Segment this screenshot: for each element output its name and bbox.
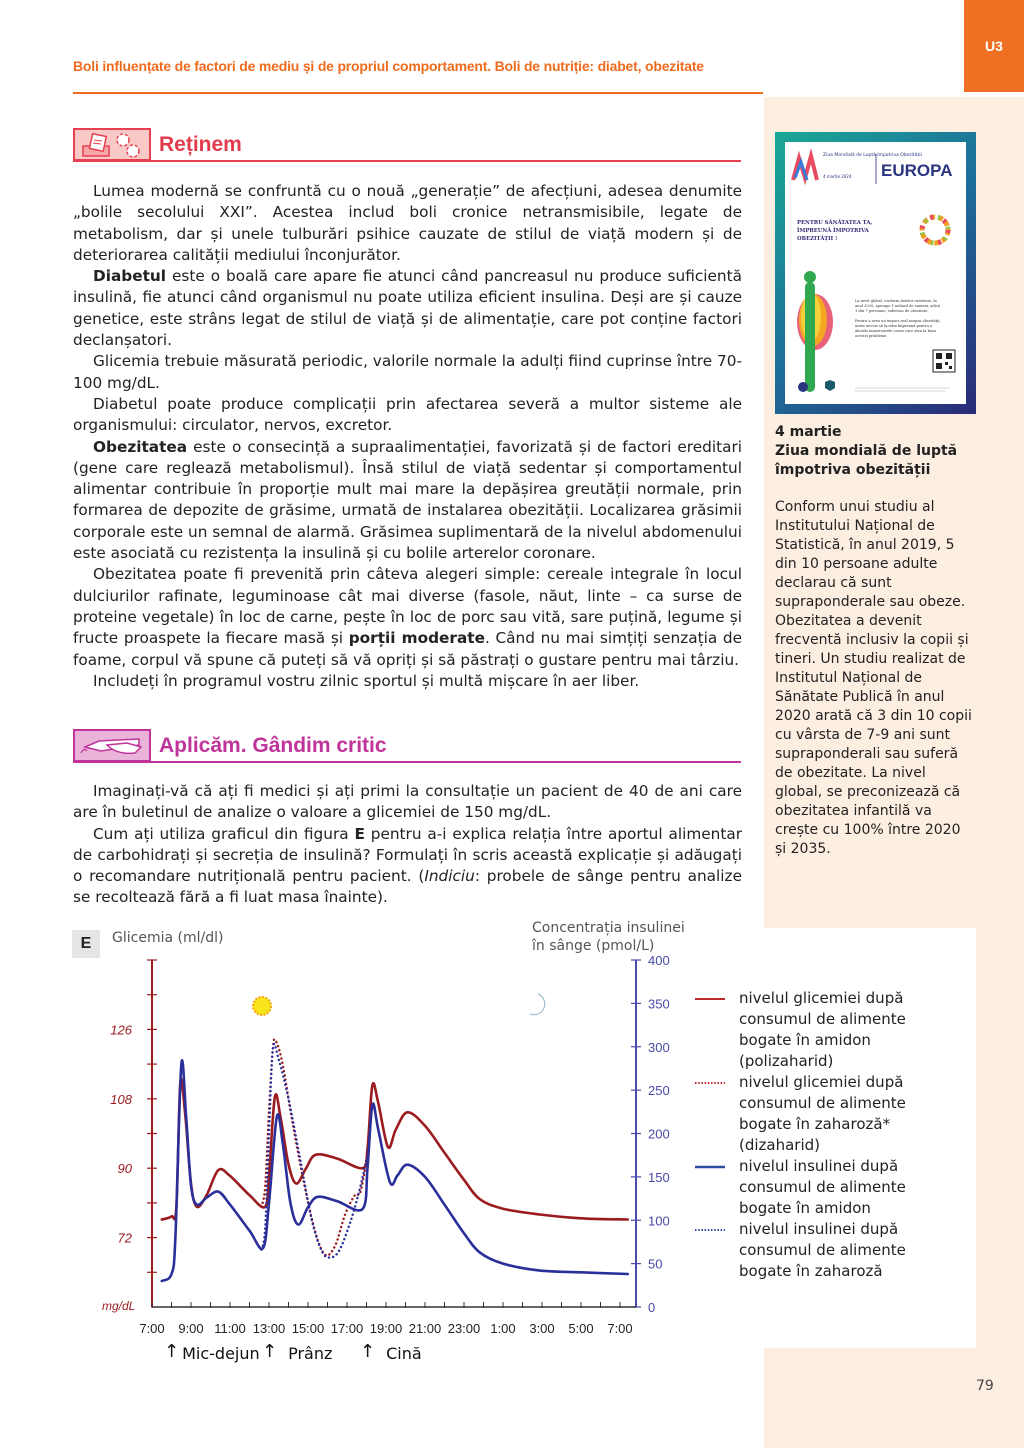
x-axis-tick-label: 13:00	[252, 1321, 286, 1336]
svg-text:avem nevoie să lucrăm împreună: avem nevoie să lucrăm împreună pentru a	[855, 324, 933, 328]
legend-item: nivelul glicemiei după consumul de alimente bogate în amidon (polizaharid)	[695, 988, 935, 1072]
section-title-aplicam: Aplicăm. Gândim critic	[159, 734, 387, 757]
left-axis-tick-label: 108	[110, 1091, 132, 1107]
svg-text:OBEZITĂȚII !: OBEZITĂȚII !	[797, 236, 838, 242]
right-axis-tick-label: 150	[648, 1169, 670, 1185]
svg-text:Pentru a avea un impact real a: Pentru a avea un impact real asupra obezității,	[855, 319, 941, 323]
up-arrow-icon: ↑	[360, 1341, 376, 1362]
paragraph: Obezitatea este o consecință a supraalimentației, favorizată și de factori ereditari (gene care reglează metabolismul). Însă stilul de viață sedentar și comportamentul alimentar contribuie în proporție mult mai mare la depășirea greutății normale, prin formarea de depozite de grăsime, urmată de instalarea obezității. Localizarea grăsimii corporale este un semnal de alarmă. Grăsimea suplimentară de la nivelul abdomenului este asociată cu rezistența la insulină și cu bolile arterelor coronare.	[73, 437, 742, 563]
left-axis-title: Glicemia (ml/dl)	[112, 930, 224, 946]
caption-title: Ziua mondială de luptă împotriva obezității	[775, 443, 958, 478]
legend-item: nivelul insulinei după consumul de alimente bogate în zaharoză	[695, 1219, 935, 1282]
bold-term: porții moderate	[348, 629, 485, 648]
x-axis-tick-label: 5:00	[568, 1321, 594, 1336]
right-axis-tick-label: 250	[648, 1083, 670, 1099]
glucose-sucrose-line	[261, 1039, 368, 1255]
x-axis-tick-label: 7:00	[607, 1321, 633, 1336]
right-axis-tick-label: 50	[648, 1256, 663, 1272]
x-axis-tick-label: 11:00	[214, 1321, 246, 1336]
section-title-retinem: Reținem	[159, 133, 242, 156]
svg-text:ÎMPREUNĂ ÎMPOTRIVA: ÎMPREUNĂ ÎMPOTRIVA	[797, 228, 869, 234]
moon-icon	[530, 994, 545, 1015]
left-axis-tick-label: 90	[117, 1161, 132, 1177]
x-axis-tick-label: 3:00	[529, 1321, 555, 1336]
left-axis-tick-label: 126	[110, 1022, 132, 1038]
right-axis-tick-label: 400	[648, 953, 670, 968]
page-number: 79	[976, 1378, 994, 1394]
x-axis-tick-label: 23:00	[447, 1321, 481, 1336]
right-axis-tick-label: 200	[648, 1126, 670, 1142]
svg-text:PENTRU SĂNĂTATEA TA,: PENTRU SĂNĂTATEA TA,	[797, 220, 873, 226]
paragraph: Imaginați-vă că ați fi medici și ați primi la consultație un pacient de 40 de ani care are în buletinul de analize o valoare a glicemiei de 150 mg/dL.	[73, 782, 742, 822]
meal-marker-breakfast: ↑ Mic-dejun	[164, 1341, 260, 1363]
running-header-title: Boli influențate de factori de mediu și de propriul comportament. Boli de nutriție: diabet, obezitate	[73, 58, 704, 74]
glucose-starch-line	[162, 1079, 628, 1219]
paragraph: Glicemia trebuie măsurată periodic, valorile normale la adulți fiind cuprinse între 70-100 mg/dL.	[73, 352, 742, 392]
right-axis-tick-label: 300	[648, 1039, 670, 1055]
meal-marker-dinner: ↑ Cină	[360, 1341, 422, 1363]
left-axis-tick-label: 72	[117, 1230, 132, 1246]
unit-label: mg/dL	[102, 1299, 136, 1313]
x-axis-tick-label: 9:00	[178, 1321, 204, 1336]
legend-item: nivelul insulinei după consumul de alimente bogate în amidon	[695, 1156, 935, 1219]
legend-swatch-dotted-blue	[695, 1228, 725, 1232]
right-axis-tick-label: 0	[648, 1300, 656, 1315]
bold-term: Obezitatea	[93, 437, 188, 456]
x-axis-tick-label: 21:00	[408, 1321, 442, 1336]
paragraph: Diabetul este o boală care apare fie atunci când pancreasul nu produce suficientă insulină, fie atunci când organismul nu poate utiliza eficient insulina. Deși are și cauze genetice, este strâns legat de stilul de viață și de alimentație, care pot conține factori declanșatori.	[73, 267, 742, 350]
chart-legend	[695, 988, 935, 1282]
paragraph: Obezitatea poate fi prevenită prin câteva alegeri simple: cereale integrale în locul dulciurilor rafinate, leguminoase cât mai diverse (fasole, năut, linte – ca surse de proteine vegetale) în loc de carne, pește în loc de porc sau vită, sare puțină, legume și fructe proaspete la fiecare masă și porții moderate. Când nu mai simțiți senzația de foame, corpul vă spune că puteți să vă opriți și să păstrați o gustare pentru mai târziu.	[73, 565, 742, 669]
up-arrow-icon: ↑	[262, 1341, 278, 1362]
caption-date: 4 martie	[775, 424, 842, 440]
svg-text:Ziua Mondială de Luptă împotri: Ziua Mondială de Luptă împotriva Obezității	[823, 153, 922, 158]
meal-marker-lunch: ↑ Prânz	[262, 1341, 333, 1363]
legend-swatch-solid-red	[695, 997, 725, 1001]
sun-icon	[253, 997, 271, 1015]
insulin-starch-line	[162, 1060, 628, 1281]
x-axis-tick-label: 7:00	[139, 1321, 165, 1336]
insulin-sucrose-line	[261, 1044, 368, 1258]
x-axis-tick-label: 1:00	[490, 1321, 516, 1336]
legend-item: nivelul glicemiei după consumul de alimente bogate în zaharoză* (dizaharid)	[695, 1072, 935, 1156]
unit-tab: U3	[964, 0, 1024, 92]
right-axis-tick-label: 100	[648, 1213, 670, 1229]
x-axis-tick-label: 19:00	[369, 1321, 403, 1336]
svg-text:aborda numeroasele cauze care: aborda numeroasele cauze care stau la baza	[855, 329, 937, 333]
legend-swatch-dotted-red	[695, 1081, 725, 1085]
up-arrow-icon: ↑	[164, 1341, 180, 1362]
paragraph: Lumea modernă se confruntă cu o nouă „generație” de afecțiuni, adesea denumite „bolile secolului XXI”. Acestea includ boli cronice netransmisibile, legate de metabolism, dar și unele tulburări psihice cauzate de stilul de viață modern și de deteriorarea calității mediului înconjurător.	[73, 182, 742, 264]
x-axis-tick-label: 15:00	[291, 1321, 325, 1336]
right-axis-tick-label: 350	[648, 996, 670, 1012]
svg-text:anul 2020, aproape 1 miliard d: anul 2020, aproape 1 miliard de oameni, adică	[855, 304, 941, 308]
legend-swatch-solid-blue	[695, 1165, 725, 1169]
svg-text:1 din 7 persoane, sufereau de: 1 din 7 persoane, sufereau de obezitate.	[855, 309, 929, 313]
figure-badge: E	[72, 930, 100, 958]
svg-text:La nivel global, conform datel: La nivel global, conform datelor existente, în	[855, 299, 937, 303]
paragraph: Includeți în programul vostru zilnic sportul și multă mișcare în aer liber.	[93, 671, 640, 690]
right-axis-title: Concentrația insulinei în sânge (pmol/L)	[532, 920, 685, 954]
paragraph: Diabetul poate produce complicații prin afectarea severă a multor sisteme ale organismului: circulator, nervos, excretor.	[73, 394, 742, 435]
x-axis-tick-label: 17:00	[330, 1321, 364, 1336]
svg-text:4 martie 2024: 4 martie 2024	[823, 174, 852, 179]
sidebar-body: Conform unui studiu al Institutului Național de Statistică, în anul 2019, 5 din 10 persoane adulte declarau că sunt supraponderale sau obeze. Obezitatea a devenit frecventă inclusiv la copii și tineri. Un studiu realizat de Institutul Național de Sănătate Publică în anul 2020 arată că 3 din 10 copii cu vârsta de 7-9 ani sunt supraponderali sau suferă de obezitate. La nivel global, se preconizează că obezitatea infantilă va crește cu 100% între 2020 și 2035.	[775, 499, 972, 857]
bold-term: Diabetul	[93, 267, 167, 286]
svg-text:EUROPA: EUROPA	[881, 161, 953, 180]
paragraph: Cum ați utiliza graficul din figura E pentru a-i explica relația între aportul alimentar de carbohidrați și secreția de insulină? Formulați în scris această explicație și adăugați o recomandare nutrițională pentru pacient. (Indiciu: probele de sânge pentru analize se recoltează fără a fi luat masa înainte).	[73, 824, 742, 907]
svg-text:acestei probleme.: acestei probleme.	[855, 334, 888, 338]
